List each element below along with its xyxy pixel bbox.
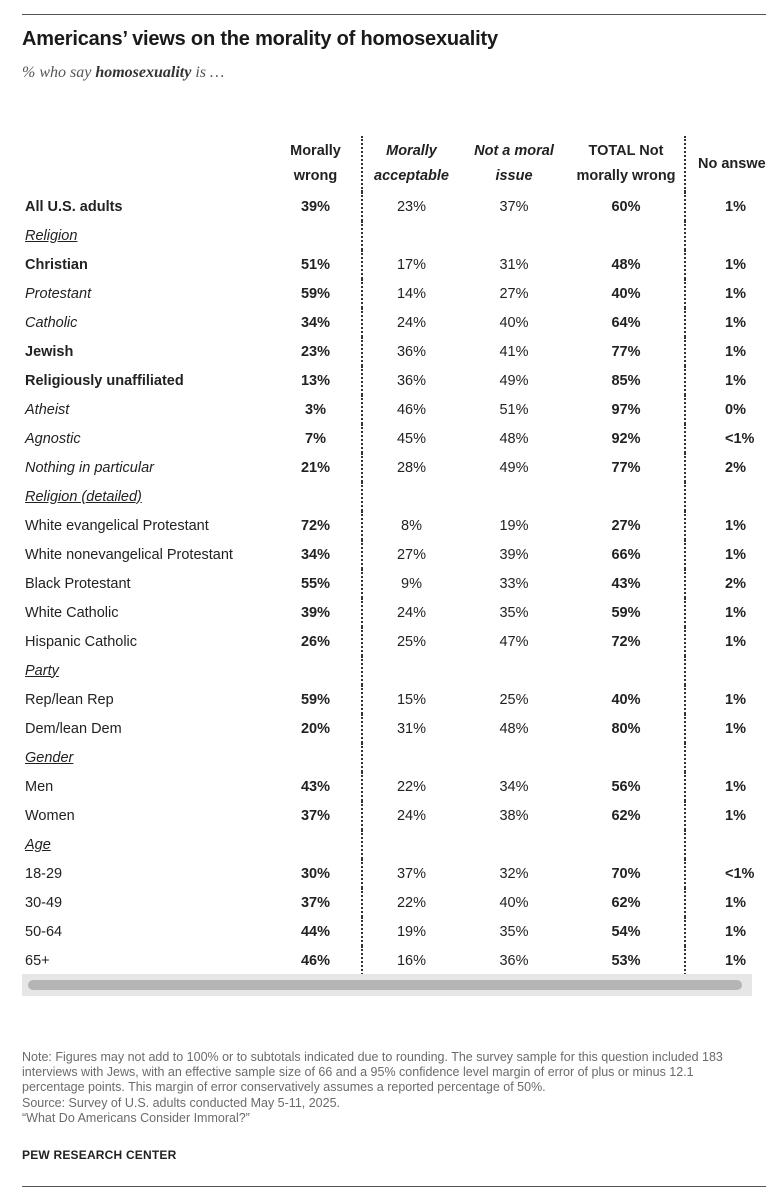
- section-row: [22, 656, 778, 685]
- cell-morally-acceptable: 46%: [362, 395, 460, 424]
- cell-total-not-morally-wrong: 62%: [611, 894, 641, 911]
- cell-not-moral-issue: 35%: [499, 923, 529, 940]
- cell-morally-wrong: 51%: [300, 256, 331, 273]
- cell-no-answer: 1%: [685, 308, 778, 337]
- cell-morally-acceptable: 22%: [362, 888, 460, 917]
- cell-not-moral-issue: 25%: [499, 691, 529, 708]
- table-row: [22, 714, 778, 743]
- row-label: Protestant: [25, 285, 92, 302]
- cell-morally-acceptable: 16%: [362, 946, 460, 974]
- table-row: [22, 511, 778, 540]
- cell-morally-acceptable: 24%: [362, 598, 460, 627]
- cell-total-not-morally-wrong: 40%: [611, 691, 641, 708]
- cell-morally-wrong: [270, 830, 362, 859]
- cell-total-not-morally-wrong: [568, 656, 685, 685]
- row-label: Nothing in particular: [25, 459, 154, 476]
- row-label: White Catholic: [25, 604, 119, 621]
- row-label: Religiously unaffiliated: [25, 372, 184, 389]
- cell-total-not-morally-wrong: 64%: [611, 314, 641, 331]
- cell-morally-wrong: 72%: [300, 517, 331, 534]
- cell-morally-acceptable: 9%: [362, 569, 460, 598]
- cell-morally-acceptable: 14%: [362, 279, 460, 308]
- table-row: [22, 250, 778, 279]
- cell-not-moral-issue: 47%: [499, 633, 529, 650]
- section-row: [22, 482, 778, 511]
- cell-no-answer: 1%: [685, 627, 778, 656]
- row-label: Dem/lean Dem: [25, 720, 122, 737]
- section-row: [22, 743, 778, 772]
- cell-no-answer: 1%: [685, 279, 778, 308]
- cell-morally-acceptable: 15%: [362, 685, 460, 714]
- cell-no-answer: 1%: [685, 685, 778, 714]
- row-label: 65+: [25, 952, 50, 969]
- table-row: [22, 685, 778, 714]
- table-row: [22, 859, 778, 888]
- col-header-total-not-morally-wrong: [568, 136, 685, 192]
- cell-total-not-morally-wrong: 59%: [611, 604, 641, 621]
- cell-morally-acceptable: 36%: [362, 366, 460, 395]
- cell-morally-acceptable: 27%: [362, 540, 460, 569]
- cell-morally-wrong: 7%: [305, 430, 326, 447]
- cell-no-answer: [685, 830, 778, 859]
- cell-total-not-morally-wrong: 66%: [611, 546, 641, 563]
- cell-no-answer: 1%: [685, 511, 778, 540]
- table-row: [22, 192, 778, 221]
- cell-morally-acceptable: [362, 482, 460, 511]
- cell-total-not-morally-wrong: 56%: [611, 778, 641, 795]
- cell-total-not-morally-wrong: [568, 830, 685, 859]
- cell-morally-wrong: 39%: [300, 604, 331, 621]
- cell-no-answer: 1%: [685, 250, 778, 279]
- table-row: [22, 772, 778, 801]
- table-row: [22, 946, 778, 974]
- cell-not-moral-issue: 19%: [499, 517, 529, 534]
- cell-no-answer: 1%: [685, 946, 778, 974]
- cell-not-moral-issue: 49%: [499, 372, 529, 389]
- cell-morally-acceptable: [362, 830, 460, 859]
- cell-morally-acceptable: 45%: [362, 424, 460, 453]
- cell-no-answer: 2%: [685, 453, 778, 482]
- cell-morally-acceptable: 25%: [362, 627, 460, 656]
- col-header-line: Morally: [386, 143, 437, 159]
- cell-total-not-morally-wrong: 27%: [611, 517, 641, 534]
- col-header-line: Morally: [290, 143, 341, 159]
- cell-morally-acceptable: 24%: [362, 308, 460, 337]
- row-label: Black Protestant: [25, 575, 131, 592]
- cell-morally-wrong: 34%: [300, 314, 331, 331]
- cell-no-answer: 1%: [685, 772, 778, 801]
- cell-not-moral-issue: 36%: [499, 952, 529, 969]
- table-row: [22, 917, 778, 946]
- header-label-spacer: [22, 136, 270, 192]
- col-header-line: acceptable: [374, 168, 449, 184]
- cell-morally-acceptable: 19%: [362, 917, 460, 946]
- cell-no-answer: 1%: [685, 801, 778, 830]
- cell-morally-acceptable: 37%: [362, 859, 460, 888]
- cell-no-answer: <1%: [685, 859, 778, 888]
- subtitle-prefix: % who say: [22, 64, 96, 81]
- cell-not-moral-issue: 34%: [499, 778, 529, 795]
- cell-not-moral-issue: [460, 830, 568, 859]
- cell-morally-wrong: 3%: [305, 401, 326, 418]
- cell-no-answer: 1%: [685, 598, 778, 627]
- col-header-line: issue: [495, 168, 533, 184]
- cell-not-moral-issue: 40%: [499, 894, 529, 911]
- cell-morally-wrong: [270, 656, 362, 685]
- row-label: Women: [25, 807, 75, 824]
- source-text: Source: Survey of U.S. adults conducted May 5-11, 2025.: [22, 1095, 340, 1110]
- cell-total-not-morally-wrong: 62%: [611, 807, 641, 824]
- cell-morally-acceptable: 31%: [362, 714, 460, 743]
- cell-total-not-morally-wrong: 70%: [611, 865, 641, 882]
- cell-total-not-morally-wrong: 40%: [611, 285, 641, 302]
- cell-morally-wrong: 59%: [300, 691, 331, 708]
- table-row: [22, 279, 778, 308]
- cell-total-not-morally-wrong: 54%: [611, 923, 641, 940]
- table-scroll-area[interactable]: [22, 136, 778, 974]
- cell-no-answer: 1%: [685, 714, 778, 743]
- section-label: Gender: [25, 749, 74, 766]
- cell-no-answer: 0%: [685, 395, 778, 424]
- cell-total-not-morally-wrong: [568, 482, 685, 511]
- row-label: Agnostic: [25, 430, 81, 447]
- horizontal-scrollbar[interactable]: [22, 974, 752, 996]
- note-text: Note: Figures may not add to 100% or to subtotals indicated due to rounding. The survey sample for this question included 183 interviews with Jews, with an effective sample size of 66 and a 95% confidence level margin of error of plus or minus 12.1 percentage points. This margin of error conservatively assumes a reported percentage of 50%.: [22, 1050, 723, 1095]
- col-header-morally-acceptable: [362, 136, 460, 192]
- cell-morally-acceptable: 8%: [362, 511, 460, 540]
- cell-not-moral-issue: 40%: [499, 314, 529, 331]
- cell-not-moral-issue: 38%: [499, 807, 529, 824]
- cell-not-moral-issue: 27%: [499, 285, 529, 302]
- col-header-line: No answe: [698, 155, 766, 172]
- top-rule: [22, 14, 766, 15]
- cell-not-moral-issue: [460, 221, 568, 250]
- report-title: “What Do Americans Consider Immoral?”: [22, 1110, 250, 1125]
- cell-morally-acceptable: 17%: [362, 250, 460, 279]
- cell-morally-wrong: 39%: [300, 198, 331, 215]
- table-row: [22, 801, 778, 830]
- table-row: [22, 337, 778, 366]
- cell-no-answer: 1%: [685, 917, 778, 946]
- cell-total-not-morally-wrong: 77%: [611, 343, 641, 360]
- cell-morally-wrong: 20%: [300, 720, 331, 737]
- cell-morally-wrong: 13%: [300, 372, 331, 389]
- cell-no-answer: 1%: [685, 366, 778, 395]
- cell-morally-wrong: 30%: [300, 865, 331, 882]
- table-row: [22, 569, 778, 598]
- cell-morally-acceptable: 36%: [362, 337, 460, 366]
- cell-not-moral-issue: [460, 743, 568, 772]
- row-label: Hispanic Catholic: [25, 633, 138, 650]
- section-label: Party: [25, 662, 59, 679]
- cell-morally-wrong: 37%: [300, 894, 331, 911]
- table-row: [22, 888, 778, 917]
- cell-morally-wrong: 43%: [300, 778, 331, 795]
- notes-block: [22, 1050, 752, 1126]
- table-row: [22, 598, 778, 627]
- cell-morally-wrong: 55%: [300, 575, 331, 592]
- cell-morally-wrong: 37%: [300, 807, 331, 824]
- cell-morally-wrong: [270, 221, 362, 250]
- cell-morally-acceptable: 28%: [362, 453, 460, 482]
- col-header-line: Not a moral: [474, 143, 554, 159]
- cell-total-not-morally-wrong: 72%: [611, 633, 641, 650]
- cell-morally-wrong: [270, 482, 362, 511]
- section-row: [22, 221, 778, 250]
- col-header-line: morally wrong: [576, 168, 676, 184]
- cell-not-moral-issue: 32%: [499, 865, 529, 882]
- cell-no-answer: 1%: [685, 192, 778, 221]
- table-row: [22, 366, 778, 395]
- cell-morally-wrong: 34%: [300, 546, 331, 563]
- table-body: [22, 192, 778, 974]
- col-header-not-a-moral-issue: [460, 136, 568, 192]
- col-header-morally-wrong: [270, 136, 362, 192]
- section-label: Religion: [25, 227, 78, 244]
- cell-no-answer: [685, 743, 778, 772]
- cell-not-moral-issue: 41%: [499, 343, 529, 360]
- cell-morally-wrong: 46%: [300, 952, 331, 969]
- row-label: 50-64: [25, 923, 63, 940]
- bottom-rule: [22, 1186, 766, 1187]
- cell-total-not-morally-wrong: 85%: [611, 372, 641, 389]
- row-label: Atheist: [25, 401, 70, 418]
- cell-no-answer: 2%: [685, 569, 778, 598]
- row-label: Christian: [25, 256, 88, 273]
- scrollbar-thumb[interactable]: [28, 980, 742, 990]
- row-label: All U.S. adults: [25, 198, 123, 215]
- cell-total-not-morally-wrong: 53%: [611, 952, 641, 969]
- header-row: [22, 136, 778, 192]
- cell-total-not-morally-wrong: 80%: [611, 720, 641, 737]
- table-row: [22, 424, 778, 453]
- cell-morally-acceptable: [362, 656, 460, 685]
- cell-total-not-morally-wrong: 97%: [611, 401, 641, 418]
- cell-total-not-morally-wrong: 43%: [611, 575, 641, 592]
- cell-not-moral-issue: 39%: [499, 546, 529, 563]
- cell-morally-wrong: 26%: [300, 633, 331, 650]
- row-label: Jewish: [25, 343, 74, 360]
- cell-morally-acceptable: 23%: [362, 192, 460, 221]
- cell-total-not-morally-wrong: [568, 221, 685, 250]
- cell-not-moral-issue: 51%: [499, 401, 529, 418]
- data-table: [22, 136, 778, 974]
- cell-no-answer: 1%: [685, 888, 778, 917]
- table-row: [22, 453, 778, 482]
- cell-morally-acceptable: 22%: [362, 772, 460, 801]
- row-label: Rep/lean Rep: [25, 691, 114, 708]
- subtitle-emphasis: homosexuality: [95, 64, 192, 81]
- col-header-line: TOTAL Not: [588, 143, 664, 159]
- section-label: Age: [25, 836, 51, 853]
- row-label: White nonevangelical Protestant: [25, 546, 233, 563]
- row-label: Men: [25, 778, 54, 795]
- row-label: 30-49: [25, 894, 63, 911]
- cell-morally-wrong: 21%: [300, 459, 331, 476]
- cell-morally-wrong: [270, 743, 362, 772]
- col-header-line: wrong: [293, 168, 338, 184]
- cell-not-moral-issue: 49%: [499, 459, 529, 476]
- cell-total-not-morally-wrong: 92%: [611, 430, 641, 447]
- cell-total-not-morally-wrong: [568, 743, 685, 772]
- table-row: [22, 395, 778, 424]
- cell-total-not-morally-wrong: 77%: [611, 459, 641, 476]
- cell-not-moral-issue: 31%: [499, 256, 529, 273]
- cell-no-answer: [685, 221, 778, 250]
- col-header-no-answer: [685, 136, 778, 192]
- cell-morally-acceptable: [362, 743, 460, 772]
- cell-morally-acceptable: [362, 221, 460, 250]
- cell-not-moral-issue: 35%: [499, 604, 529, 621]
- cell-morally-wrong: 23%: [300, 343, 331, 360]
- row-label: 18-29: [25, 865, 63, 882]
- cell-not-moral-issue: 33%: [499, 575, 529, 592]
- brand-logo-text: PEW RESEARCH CENTER: [22, 1148, 177, 1162]
- cell-no-answer: 1%: [685, 337, 778, 366]
- row-label: Catholic: [25, 314, 78, 331]
- section-label: Religion (detailed): [25, 488, 142, 505]
- cell-no-answer: [685, 482, 778, 511]
- cell-not-moral-issue: 37%: [499, 198, 529, 215]
- cell-no-answer: <1%: [685, 424, 778, 453]
- cell-no-answer: 1%: [685, 540, 778, 569]
- cell-morally-wrong: 59%: [300, 285, 331, 302]
- table-row: [22, 627, 778, 656]
- section-row: [22, 830, 778, 859]
- cell-morally-wrong: 44%: [300, 923, 331, 940]
- cell-not-moral-issue: [460, 656, 568, 685]
- subtitle-suffix: is …: [191, 64, 225, 81]
- cell-not-moral-issue: 48%: [499, 720, 529, 737]
- table-row: [22, 308, 778, 337]
- chart-title: Americans’ views on the morality of homosexuality: [22, 28, 498, 50]
- cell-not-moral-issue: 48%: [499, 430, 529, 447]
- cell-total-not-morally-wrong: 60%: [611, 198, 641, 215]
- cell-no-answer: [685, 656, 778, 685]
- cell-total-not-morally-wrong: 48%: [611, 256, 641, 273]
- cell-morally-acceptable: 24%: [362, 801, 460, 830]
- row-label: White evangelical Protestant: [25, 517, 209, 534]
- cell-not-moral-issue: [460, 482, 568, 511]
- chart-subtitle: [22, 64, 224, 82]
- table-row: [22, 540, 778, 569]
